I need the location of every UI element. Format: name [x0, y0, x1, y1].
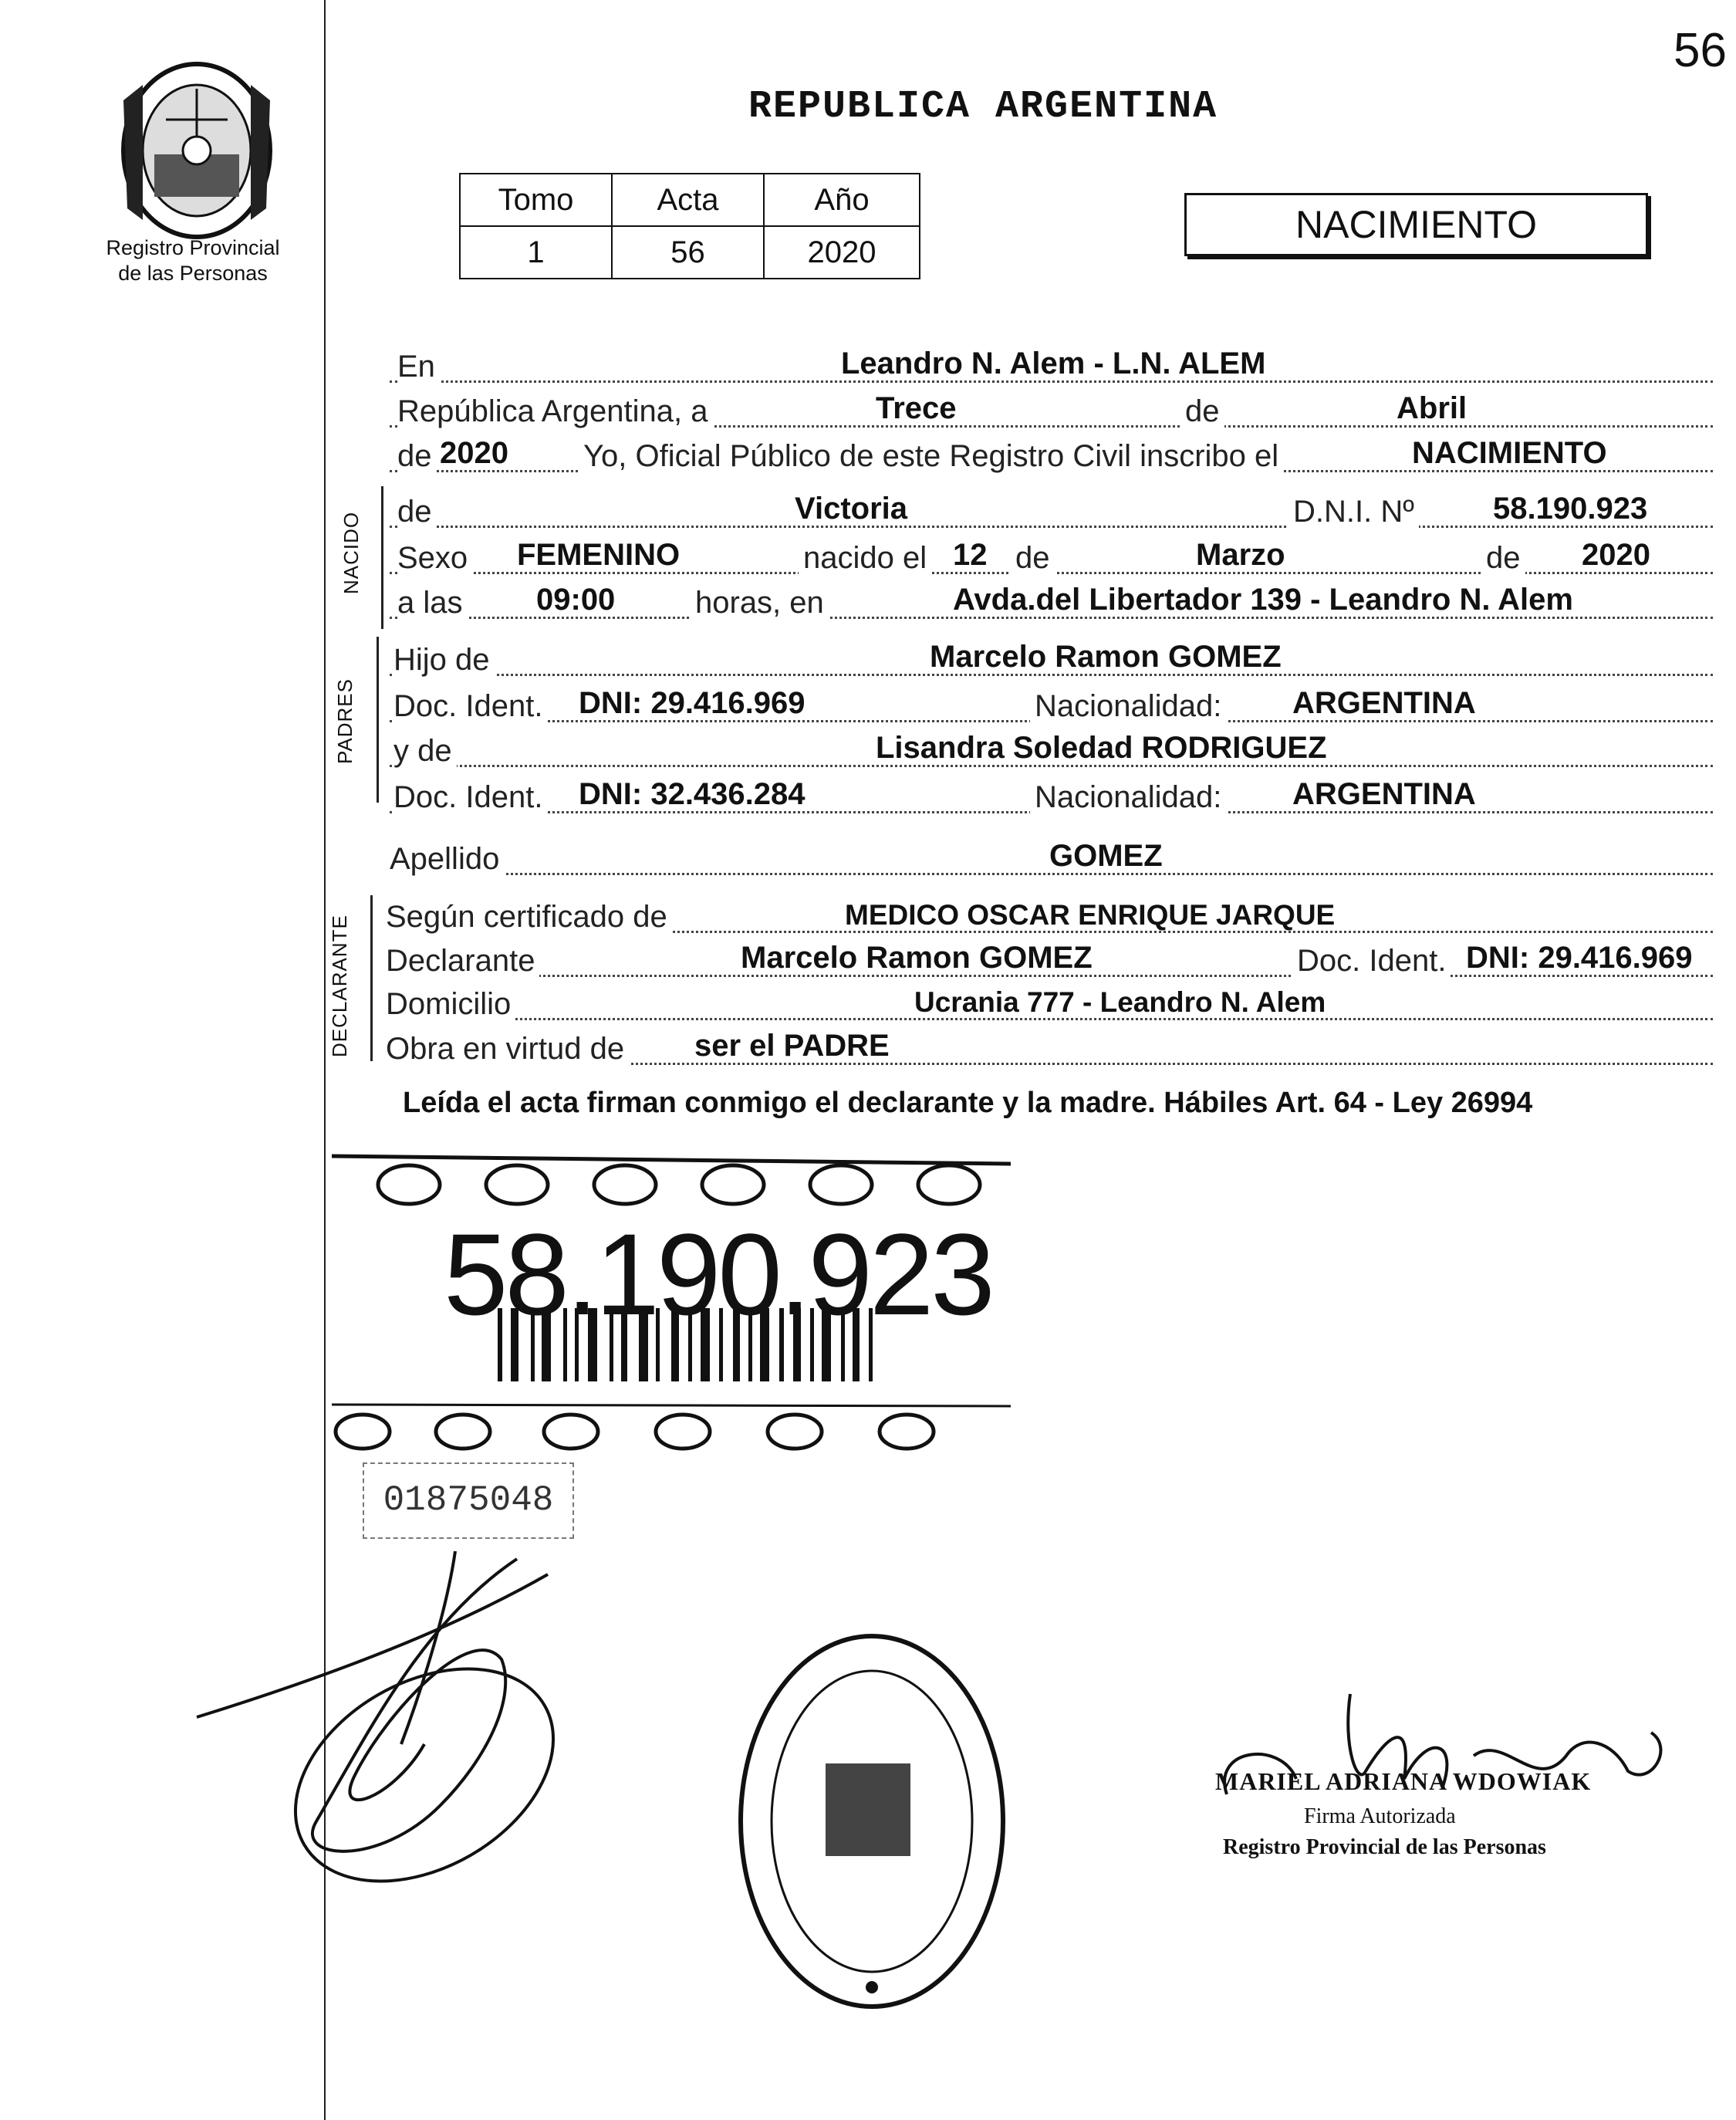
table-row: [460, 174, 920, 226]
row-mother-doc: [390, 779, 1713, 820]
value-birth-month: Marzo: [1196, 538, 1285, 572]
row-certificate: [386, 899, 1713, 939]
value-month: Abril: [1397, 391, 1467, 425]
section-bar-padres: [377, 637, 379, 803]
row-date: [390, 391, 1713, 434]
header-tomo: Tomo: [460, 174, 612, 226]
value-surname: GOMEZ: [1049, 839, 1163, 873]
label-de-birth-year: de: [1481, 541, 1525, 576]
section-label-nacido: NACIDO: [339, 511, 363, 594]
label-virtue: Obra en virtud de: [386, 1032, 629, 1067]
page-number: 56: [1674, 24, 1727, 77]
value-year: 2020: [440, 436, 508, 470]
label-de-month: de: [1180, 394, 1224, 429]
authorized-signer-title: Firma Autorizada: [1304, 1804, 1456, 1828]
province-crest-icon: [108, 54, 285, 243]
value-dni: 58.190.923: [1493, 492, 1648, 526]
row-name: [390, 494, 1713, 534]
row-time-place: [390, 585, 1713, 625]
value-name: Victoria: [795, 492, 907, 526]
header-anio: Año: [764, 174, 920, 226]
value-father-doc: DNI: 29.416.969: [579, 686, 806, 720]
header-acta: Acta: [612, 174, 764, 226]
value-birth-year: 2020: [1582, 538, 1650, 572]
label-apellido: Apellido: [390, 842, 504, 877]
row-declarant: [386, 941, 1713, 983]
label-address: Domicilio: [386, 987, 515, 1022]
row-father: [390, 642, 1713, 682]
label-hijo-de: Hijo de: [393, 643, 495, 678]
value-place: Leandro N. Alem - L.N. ALEM: [841, 347, 1266, 380]
registry-line-1: Registro Provincial: [106, 236, 280, 259]
label-mother-nationality: Nacionalidad:: [1030, 780, 1226, 815]
row-address: [386, 986, 1713, 1026]
row-sex-birth: [390, 540, 1713, 580]
value-address: Ucrania 777 - Leandro N. Alem: [914, 986, 1326, 1018]
label-father-nationality: Nacionalidad:: [1030, 689, 1226, 724]
label-en: En: [397, 350, 440, 384]
country-heading: REPUBLICA ARGENTINA: [748, 85, 1218, 129]
closing-statement: Leída el acta firman conmigo el declarante y la madre. Hábiles Art. 64 - Ley 26994: [403, 1087, 1533, 1119]
value-anio: 2020: [764, 226, 920, 279]
value-declarant: Marcelo Ramon GOMEZ: [741, 941, 1093, 975]
value-certificate: MEDICO OSCAR ENRIQUE JARQUE: [845, 899, 1336, 931]
record-type-box: NACIMIENTO: [1184, 193, 1648, 256]
authorized-signer-org: Registro Provincial de las Personas: [1223, 1835, 1546, 1859]
label-official: Yo, Oficial Público de este Registro Civil inscribo el: [579, 439, 1283, 474]
row-place: [390, 349, 1713, 389]
value-mother-nationality: ARGENTINA: [1292, 777, 1476, 811]
value-father: Marcelo Ramon GOMEZ: [930, 640, 1282, 674]
section-bar-nacido: [381, 486, 383, 629]
authorized-signature: [1211, 1686, 1674, 1817]
security-pattern-bottom: [336, 1415, 934, 1449]
registry-line-2: de las Personas: [118, 262, 268, 285]
row-year-inscribe: [390, 438, 1713, 478]
label-certificate: Según certificado de: [386, 900, 672, 935]
label-mother-doc: Doc. Ident.: [393, 780, 547, 815]
control-number-stamp: 01875048: [363, 1462, 574, 1539]
label-sexo: Sexo: [397, 541, 472, 576]
sticker-dni-number: 58.190.923: [444, 1209, 992, 1339]
value-inscribe: NACIMIENTO: [1412, 436, 1607, 470]
label-declarant: Declarante: [386, 944, 539, 979]
label-de-name: de: [397, 495, 437, 529]
declarant-signature: [193, 1544, 640, 1891]
table-row: [460, 226, 920, 279]
record-reference-table: [459, 173, 920, 279]
section-label-declarante: DECLARANTE: [328, 915, 351, 1057]
label-father-doc: Doc. Ident.: [393, 689, 547, 724]
section-bar-declarante: [370, 895, 373, 1061]
label-de-birth-month: de: [1011, 541, 1055, 576]
label-dni: D.N.I. Nº: [1288, 495, 1419, 529]
row-surname: [390, 841, 1713, 881]
value-acta: 56: [612, 226, 764, 279]
value-birth-place: Avda.del Libertador 139 - Leandro N. Alem: [953, 583, 1573, 617]
value-day: Trece: [876, 391, 957, 425]
registry-caption: [77, 235, 309, 286]
row-mother: [390, 733, 1713, 773]
label-born-on: nacido el: [799, 541, 931, 576]
registry-seal: [725, 1625, 1018, 2018]
row-father-doc: [390, 688, 1713, 729]
label-a-las: a las: [397, 586, 468, 620]
label-de-year: de: [397, 439, 437, 474]
authorized-signer-name: MARIEL ADRIANA WDOWIAK: [1215, 1767, 1592, 1795]
value-sex: FEMENINO: [517, 538, 681, 572]
label-declarant-doc: Doc. Ident.: [1292, 944, 1451, 979]
value-father-nationality: ARGENTINA: [1292, 686, 1476, 720]
value-declarant-doc: DNI: 29.416.969: [1466, 941, 1693, 975]
value-virtue: ser el PADRE: [694, 1029, 890, 1063]
row-virtue: [386, 1029, 1713, 1071]
label-hours-in: horas, en: [691, 586, 829, 620]
label-republica: República Argentina, a: [397, 394, 713, 429]
label-y-de: y de: [393, 734, 457, 769]
security-pattern-top: [378, 1165, 980, 1204]
value-time: 09:00: [536, 583, 616, 617]
value-mother: Lisandra Soledad RODRIGUEZ: [876, 731, 1327, 765]
value-birth-day: 12: [953, 538, 988, 572]
value-tomo: 1: [460, 226, 612, 279]
value-mother-doc: DNI: 32.436.284: [579, 777, 806, 811]
section-label-padres: PADRES: [333, 678, 356, 764]
